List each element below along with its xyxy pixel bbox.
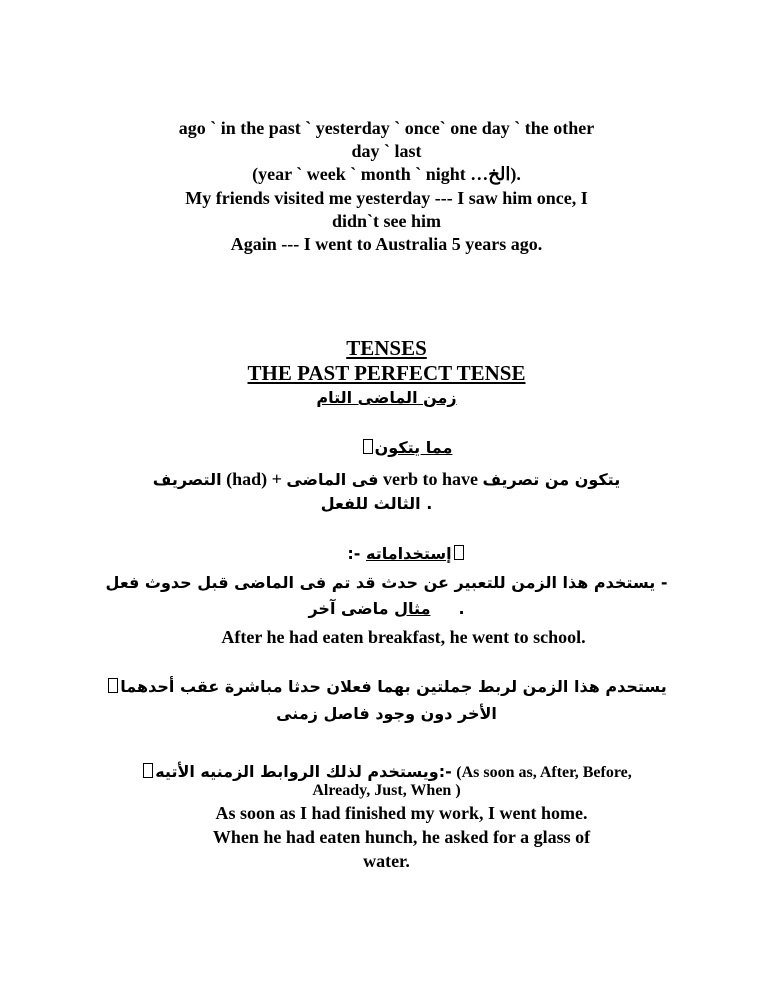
intro-line-3: (year ` week ` month ` night …الخ). — [252, 164, 521, 184]
box-icon — [108, 678, 118, 693]
intro-line-4: My friends visited me yesterday --- I saw him once, I — [185, 188, 588, 208]
uses-label — [20, 543, 773, 565]
formation-label-text: مما يتكون — [374, 438, 453, 457]
intro-line-5: didn`t see him — [331, 211, 441, 231]
use-3-ar: ويستخدم لذلك الروابط الزمنيه الأتيه:- — [155, 762, 452, 781]
use-1-line-1: يستخدم هذا الزمن للتعبير عن حدث قد تم فى الماضى قبل حدوث فعل - — [105, 573, 668, 592]
example-1: After he had eaten breakfast, he went to school. — [221, 627, 586, 647]
heading-arabic: زمن الماضى التام — [316, 388, 457, 407]
heading-title: THE PAST PERFECT TENSE — [247, 361, 526, 385]
use-3-line-2: Already, Just, When ) — [312, 782, 461, 799]
uses-label-suffix: :- — [347, 544, 361, 563]
formation-line-2: الثالث للفعل . — [320, 494, 433, 513]
uses-label-text: إستخداماته — [365, 544, 452, 563]
example-2-line-1: As soon as I had finished my work, I went home. — [215, 803, 588, 823]
formation-ar-mid: فى الماضى — [286, 470, 379, 489]
formation-label — [20, 437, 773, 459]
box-icon — [363, 439, 373, 454]
use-2-line-2: الأخر دون وجود فاصل زمنى — [276, 704, 497, 723]
use-1-line-2 — [0, 598, 773, 620]
use-2-line-1 — [0, 676, 773, 698]
formation-had: (had) + — [226, 469, 282, 489]
intro-line-1: ago ` in the past ` yesterday ` once` one day ` the other — [178, 118, 595, 138]
formation-ar-right: يتكون من تصريف — [482, 470, 621, 489]
use-2-line-1-text: يستحدم هذا الزمن لربط جملتين بهما فعلان حدثا مباشرة عقب أحدهما — [120, 677, 667, 696]
intro-line-2: day ` last — [351, 141, 422, 161]
example-label: مثال — [394, 599, 431, 618]
use-1-line-2-text: ماضى آخر. — [308, 599, 465, 618]
example-2-line-3: water. — [363, 851, 410, 871]
box-icon — [143, 763, 153, 778]
example-2-line-2: When he had eaten hunch, he asked for a glass of — [212, 827, 591, 847]
formation-en: verb to have — [382, 469, 478, 489]
heading-tenses: TENSES — [346, 336, 427, 360]
box-icon — [454, 545, 464, 560]
use-3-en: (As soon as, After, Before, — [456, 764, 632, 781]
formation-ar-left: التصريف — [152, 470, 222, 489]
formation-line-1 — [0, 468, 773, 491]
intro-line-6: Again --- I went to Australia 5 years ago. — [230, 234, 543, 254]
